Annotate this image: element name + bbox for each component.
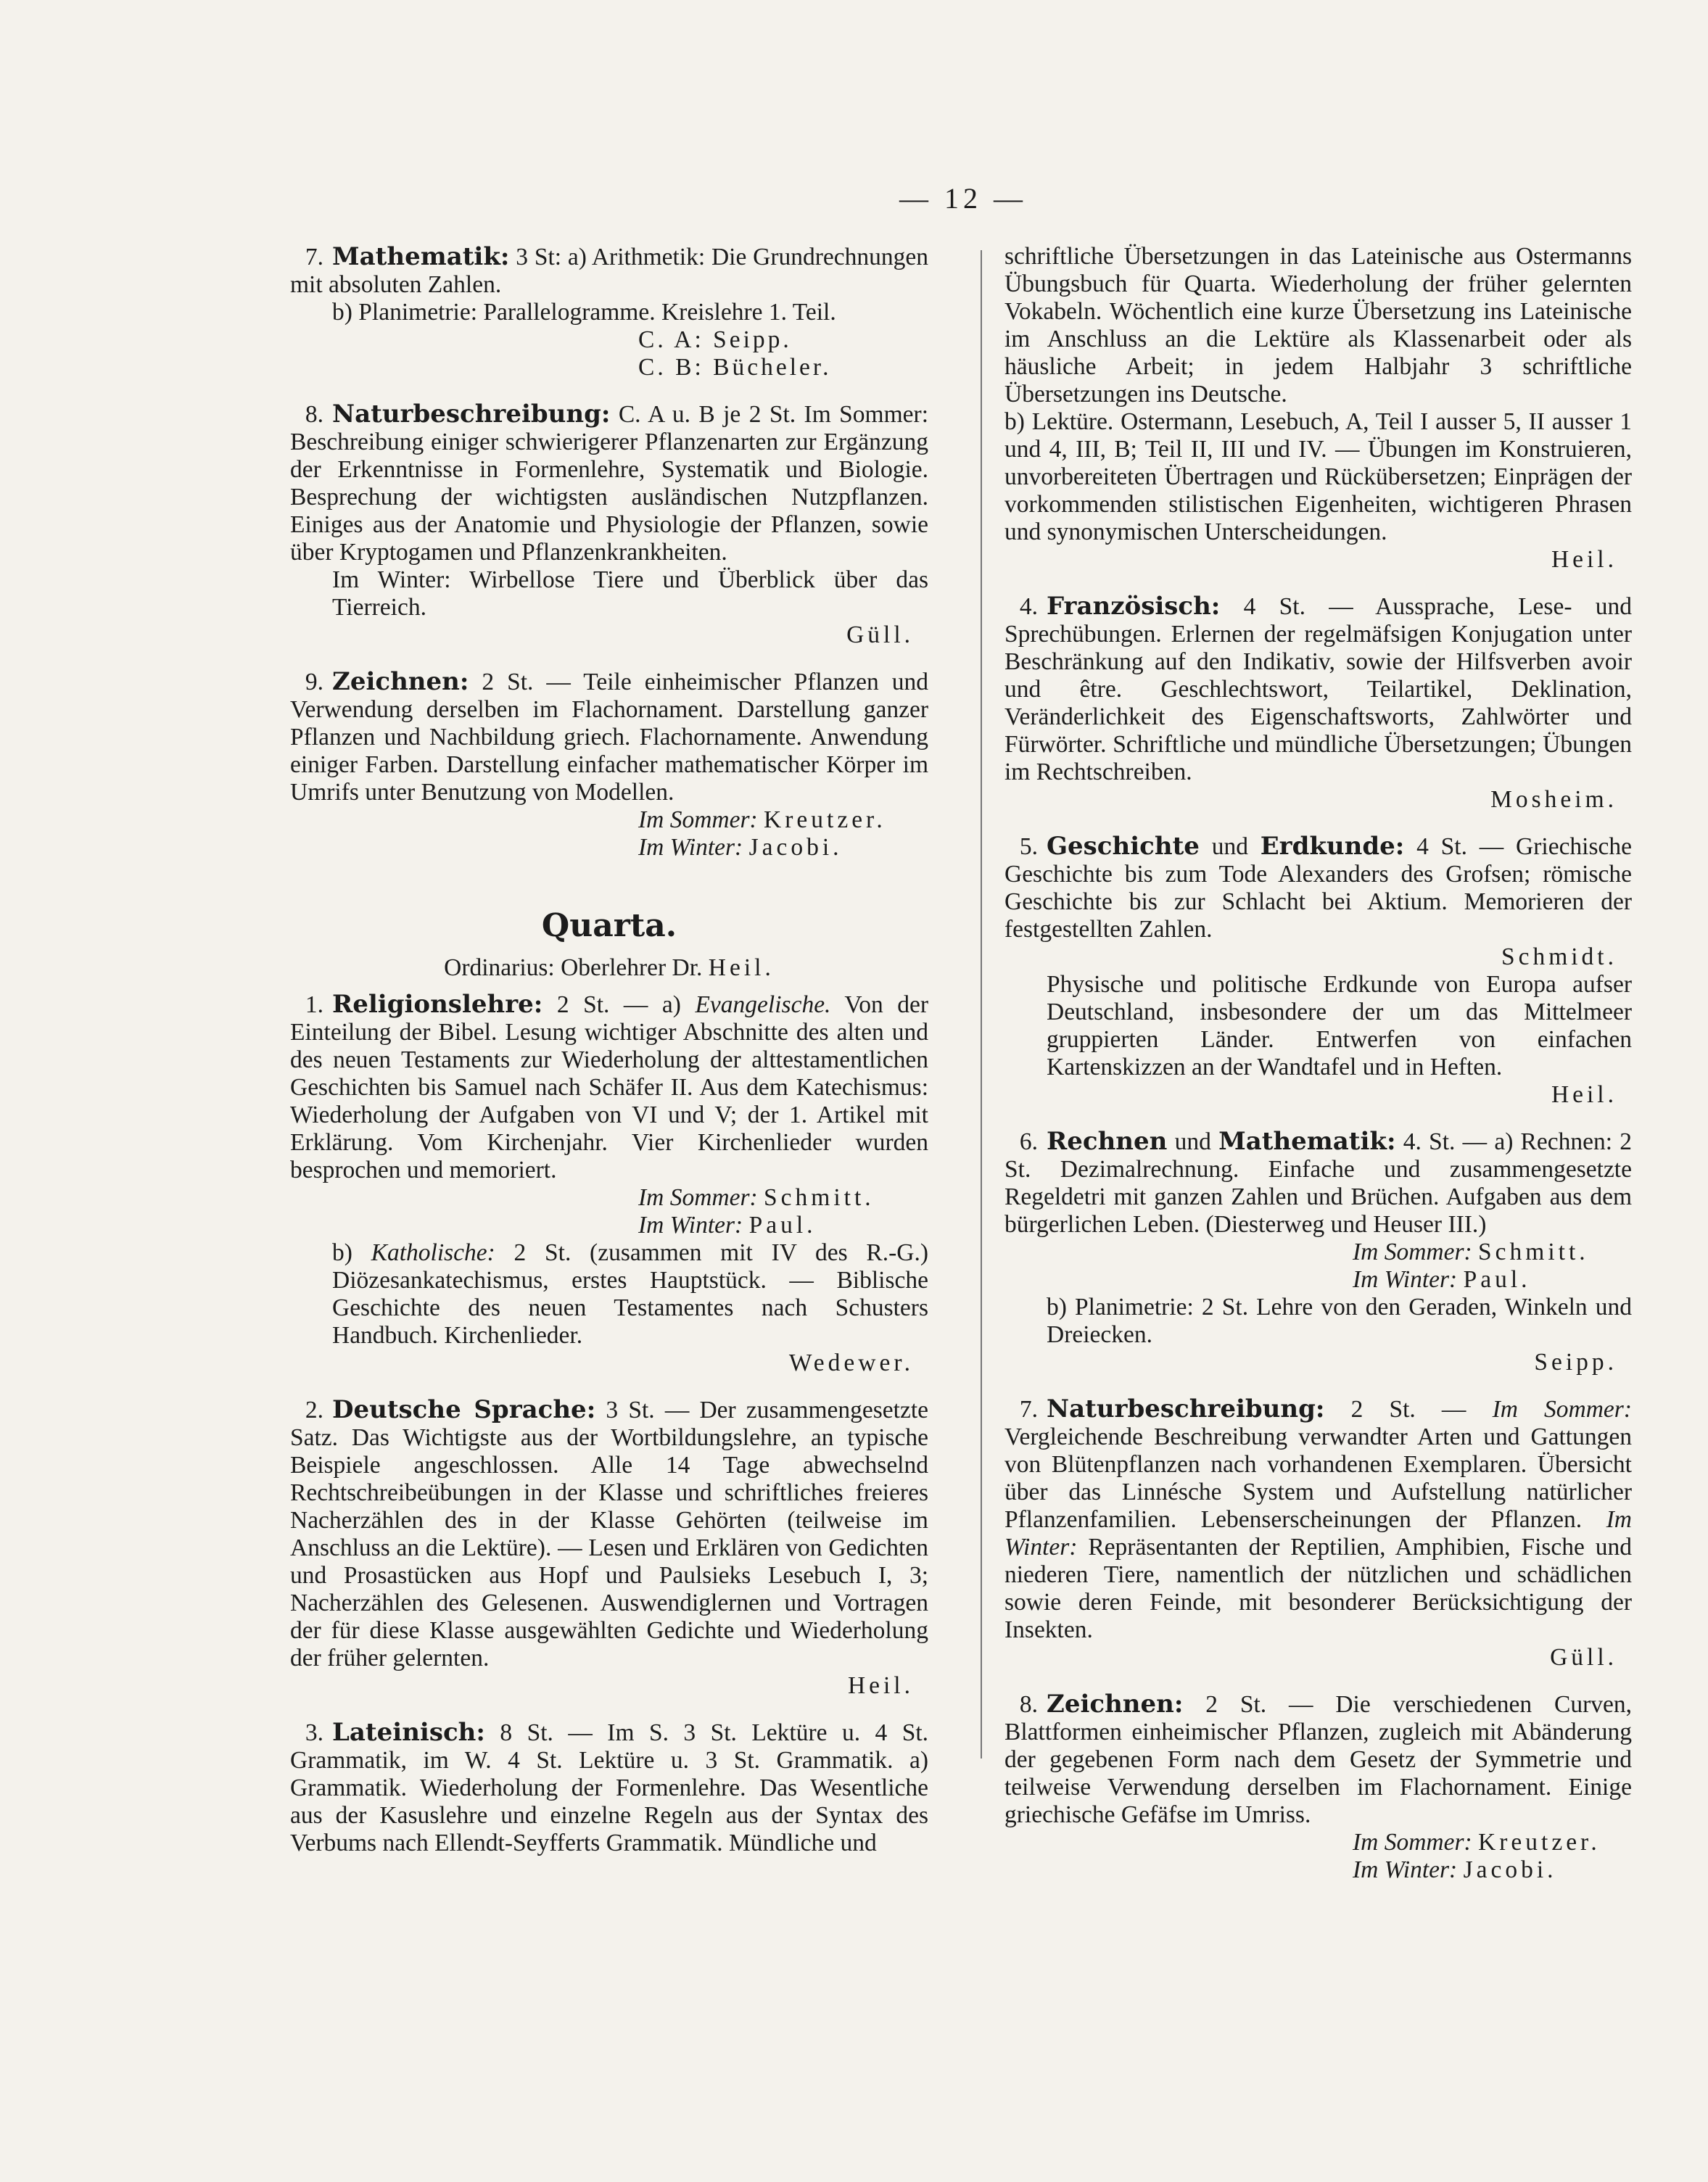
subject-heading: Naturbeschreibung: [332, 400, 611, 429]
teacher-signature: C. A: Seipp. [638, 326, 792, 353]
teacher-signature: Güll. [846, 621, 914, 648]
item-text: Vergleichende Beschreibung verwandter Arten und Gattungen von Blütenpflanzen nach vorhandenen Exemplaren. Übersicht über das Linnésche System und Aufstellung natürlicher Pflanzenfamilien. Lebenserscheinungen der Pflanzen. [1004, 1423, 1632, 1533]
subject-heading: Mathematik: [1218, 1127, 1396, 1156]
left-column [290, 243, 928, 1876]
item-emphasis: Evangelische. [695, 991, 831, 1018]
item-number: 1. [305, 991, 323, 1018]
item-subtext: 2 St. (zusammen mit IV des R.-G.) Diözesankatechismus, erstes Hauptstück. — Biblische Geschichte des neuen Testamentes nach Schusters Handbuch. Kirchenlieder. [332, 1239, 928, 1349]
teacher-signature: Wedewer. [788, 1350, 914, 1376]
item-number: 7. [1019, 1396, 1038, 1423]
item-lateinisch [290, 1719, 928, 1857]
item-subtext: b) Planimetrie: 2 St. Lehre von den Geraden, Winkeln und Dreiecken. [1047, 1294, 1632, 1348]
ordinarius-line [290, 954, 928, 982]
item-number: 4. [1019, 593, 1038, 620]
teacher-signature [290, 1184, 928, 1212]
teacher-name: Jacobi. [1463, 1856, 1557, 1883]
teacher-signature [1004, 1829, 1632, 1856]
item-text: 2 St. — Teile einheimischer Pflanzen und Verwendung derselben im Flachornament. Darstellung ganzer Pflanzen und Nachbildung griech. Flachornamente. Anwendung einiger Farben. Darstellung einfacher mathematischer Körper im Umrifs unter Benutzung von Modellen. [290, 669, 928, 806]
item-text: C. A u. B je 2 St. Im Sommer: Beschreibung einiger schwierigerer Pflanzenarten zur Ergänzung der Erkenntnisse in Formenlehre, Systematik und Biologie. Besprechung der wichtigsten ausländischen Nutzpflanzen. Einiges aus der Anatomie und Physiologie der Pflanzen, sowie über Kryptogamen und Pflanzenkrankheiten. [290, 401, 929, 566]
item-zeichnen-quarta [1004, 1690, 1632, 1884]
teacher-name: Paul. [1463, 1266, 1531, 1293]
item-subtext: b) Lektüre. Ostermann, Lesebuch, A, Teil I ausser 5, II ausser 1 und 4, III, B; Teil II, III und IV. — Übungen im Konstruieren, unvorbereiteten Übertragen und Rückübersetzen; Einprägen der vorkommenden stilistischen Eigenheiten, wichtigeren Phrasen und synonymischen Unterscheidungen. [1004, 408, 1632, 545]
item-text: 2 St. — Die verschiedenen Curven, Blattformen einheimischer Pflanzen, zugleich mit Abänderung der gegebenen Form nach dem Gesetz der Symmetrie und teilweise Verwendung derselben im Flachornament. Einige griechische Gefäfse im Umriss. [1004, 1691, 1632, 1828]
item-lateinisch-continued [1004, 243, 1632, 574]
item-rechnen-mathematik [1004, 1128, 1632, 1376]
ordinarius-label: Ordinarius: Oberlehrer Dr. [444, 954, 703, 981]
item-naturbeschreibung-quarta [1004, 1395, 1632, 1671]
page-number: — 12 — [899, 182, 1027, 215]
teacher-signature: Schmidt. [1501, 943, 1617, 970]
teacher-signature: Güll. [1550, 1644, 1617, 1671]
item-text: und [1174, 1128, 1211, 1155]
right-column [1004, 243, 1632, 1903]
item-text: Repräsentanten der Reptilien, Amphibien, Fische und niederen Tiere, namentlich der nützlichen und schädlichen sowie deren Feinde, mit besonderer Berücksichtigung der Insekten. [1004, 1534, 1633, 1643]
item-number: 5. [1019, 833, 1038, 860]
item-number: 7. [305, 244, 323, 270]
item-text: Von der Einteilung der Bibel. Lesung wichtiger Abschnitte des alten und des neuen Testaments zur Wiederholung der alttestamentlichen Geschichten bis Samuel nach Schäfer II. Aus dem Katechismus: Wiederholung der Aufgaben von VI und V; der 1. Artikel mit Erklärung. Vom Kirchenjahr. Vier Kirchenlieder wurden besprochen und memoriert. [290, 991, 929, 1183]
teacher-name: Schmitt. [1478, 1239, 1589, 1265]
subject-heading: Naturbeschreibung: [1047, 1394, 1325, 1423]
subject-heading: Zeichnen: [1047, 1690, 1184, 1719]
teacher-signature [290, 806, 928, 834]
teacher-name: Kreutzer. [764, 806, 886, 833]
subject-heading: Lateinisch: [332, 1718, 485, 1747]
item-franzoesisch [1004, 592, 1632, 814]
subject-heading: Zeichnen: [332, 667, 469, 696]
item-naturbeschreibung-tertia [290, 400, 928, 649]
subject-heading: Mathematik: [332, 242, 510, 271]
teacher-name: Paul. [748, 1212, 817, 1239]
subject-heading: Französisch: [1047, 592, 1221, 621]
subject-heading: Erdkunde: [1260, 832, 1405, 861]
item-deutsche-sprache [290, 1396, 928, 1700]
item-number: 9. [305, 669, 323, 695]
item-number: 2. [305, 1397, 323, 1423]
item-geschichte-erdkunde [1004, 832, 1632, 1109]
item-subtext: Physische und politische Erdkunde von Europa aufser Deutschland, insbesondere der um das Mittelmeer gruppierten Länder. Entwerfen von einfachen Kartenskizzen an der Wandtafel und in Heften. [1047, 971, 1632, 1080]
teacher-signature [1004, 1266, 1632, 1294]
item-text: schriftliche Übersetzungen in das Lateinische aus Ostermanns Übungsbuch für Quarta. Wiederholung der früher gelernten Vokabeln. Wöchentlich eine kurze Übersetzung ins Lateinische im Anschluss an die Lektüre als Klassenarbeit oder als häusliche Arbeit; in jedem Halbjahr 3 schriftliche Übersetzungen ins Deutsche. [1004, 243, 1632, 408]
teacher-signature: Heil. [847, 1672, 914, 1699]
teacher-signature: Heil. [1551, 546, 1617, 573]
column-divider [981, 250, 982, 1759]
ordinarius-name: Heil. [708, 954, 775, 981]
item-text: 2 St. — [1350, 1396, 1466, 1423]
term-label: Im Sommer: [1353, 1829, 1472, 1856]
item-religionslehre [290, 991, 928, 1377]
term-label: Im Winter: [638, 1212, 743, 1239]
term-label: Im Sommer: [638, 1184, 758, 1211]
item-emphasis: Katholische: [371, 1239, 495, 1266]
term-label: Im Sommer: [1353, 1239, 1472, 1265]
item-zeichnen-tertia [290, 668, 928, 861]
item-text: 3 St: a) Arithmetik: Die Grundrechnungen mit absoluten Zahlen. [290, 244, 929, 298]
teacher-signature [1004, 1239, 1632, 1266]
item-text: 4. St. — a) Rechnen: 2 St. Dezimalrechnung. Einfache und zusammengesetzte Regeldetri mit ganzen Zahlen und Brüchen. Aufgaben aus dem bürgerlichen Leben. (Diesterweg und Heuser III.) [1004, 1128, 1633, 1238]
item-text: 4 St. — Aussprache, Lese- und Sprechübungen. Erlernen der regelmäfsigen Konjugation unter Beschränkung auf den Indikativ, sowie der Hilfsverben avoir und être. Geschlechtswort, Teilartikel, Deklination, Veränderlichkeit des Eigenschaftsworts, Zahlwörter und Fürwörter. Schriftliche und mündliche Übersetzungen; Übungen im Rechtschreiben. [1004, 593, 1633, 785]
item-subtext: b) [332, 1239, 352, 1266]
item-text: 3 St. — Der zusammengesetzte Satz. Das Wichtigste aus der Wortbildungslehre, an typische Beispiele angeschlossen. Alle 14 Tage abwechselnd Rechtschreibeübungen in der Klasse und schriftliches freieres Nacherzählen des in der Klasse Gehörten (teilweise im Anschluss an die Lektüre). — Lesen und Erklären von Gedichten und Prosastücken aus Hopf und Paulsieks Lesebuch I, 3; Nacherzählen des Gelesenen. Auswendiglernen und Vortragen der für diese Klasse ausgewählten Gedichte und Wiederholung der früher gelernten. [290, 1397, 929, 1671]
section-title: Quarta. [541, 907, 677, 944]
teacher-signature [290, 834, 928, 861]
teacher-name: Schmitt. [764, 1184, 875, 1211]
term-label: Im Winter: [1353, 1266, 1458, 1293]
teacher-name: Kreutzer. [1478, 1829, 1601, 1856]
teacher-signature: Heil. [1551, 1081, 1617, 1108]
item-subtext: b) Planimetrie: Parallelogramme. Kreislehre 1. Teil. [332, 299, 836, 326]
term-label: Im Winter: [638, 834, 743, 861]
teacher-signature: C. B: Bücheler. [638, 354, 832, 381]
term-label: Im Winter: [1353, 1856, 1458, 1883]
item-number: 8. [305, 401, 323, 428]
item-text: und [1211, 833, 1248, 860]
subject-heading: Deutsche Sprache: [332, 1395, 596, 1424]
item-emphasis: Im Sommer: [1492, 1396, 1632, 1423]
subject-heading: Religionslehre: [332, 990, 543, 1019]
item-mathematik-tertia [290, 243, 928, 381]
subject-heading: Geschichte [1047, 832, 1200, 861]
teacher-signature: Seipp. [1534, 1349, 1617, 1376]
item-text: 2 St. — a) [556, 991, 681, 1018]
item-number: 8. [1019, 1691, 1038, 1718]
item-emphasis: Im Winter: [1004, 1506, 1632, 1561]
teacher-name: Jacobi. [748, 834, 843, 861]
item-text: 4 St. — Griechische Geschichte bis zum Tode Alexanders des Grofsen; römische Geschichte bis zur Schlacht bei Aktium. Memorieren der festgestellten Zahlen. [1004, 833, 1633, 943]
teacher-signature: Mosheim. [1490, 786, 1617, 813]
teacher-signature [1004, 1856, 1632, 1884]
term-label: Im Sommer: [638, 806, 758, 833]
item-text: 8 St. — Im S. 3 St. Lektüre u. 4 St. Grammatik, im W. 4 St. Lektüre u. 3 St. Grammatik. a) Grammatik. Wiederholung der Formenlehre. Das Wesentliche aus der Kasuslehre und einzelne Regeln aus der Syntax des Verbums nach Ellendt-Seyfferts Grammatik. Mündliche und [290, 1719, 929, 1856]
item-number: 6. [1019, 1128, 1038, 1155]
subject-heading: Rechnen [1047, 1127, 1168, 1156]
teacher-signature [290, 1212, 928, 1239]
item-subtext: Im Winter: Wirbellose Tiere und Überblick über das Tierreich. [332, 566, 928, 621]
item-number: 3. [305, 1719, 323, 1746]
